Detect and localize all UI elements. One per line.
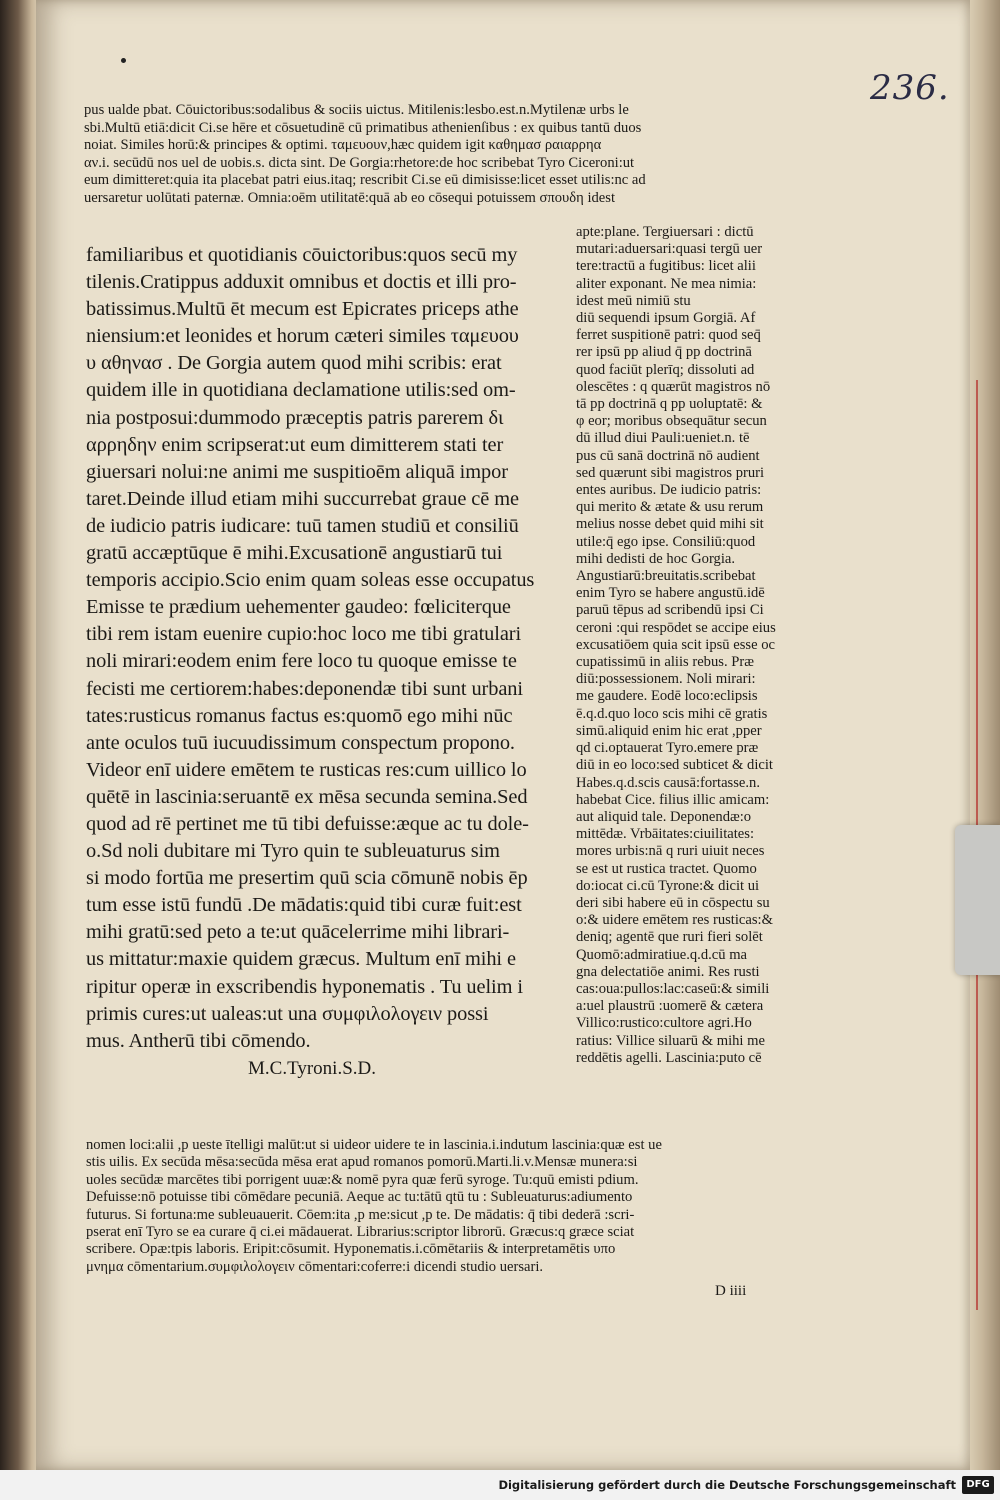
text-line: mus. Antherū tibi cōmendo. bbox=[86, 1029, 311, 1052]
commentary-line: mutari:aduersari:quasi tergū uer bbox=[576, 241, 763, 258]
page-edge bbox=[970, 0, 1000, 1470]
commentary-line: aliter exponant. Ne mea nimia: bbox=[576, 275, 757, 292]
text-line: ante oculos tuū iucuudissimum conspectum propono. bbox=[86, 731, 515, 754]
commentary-line: o:& uidere emētem res rusticas:& bbox=[576, 912, 773, 929]
commentary-line: Angustiarū:breuitatis.scribebat bbox=[576, 568, 756, 585]
commentary-line: Defuisse:nō potuisse tibi cōmēdare pecuniā. Aeque ac tu:tātū qtū tu : Subleuaturus:adiumento bbox=[86, 1189, 633, 1206]
text-line: tilenis.Cratippus adduxit omnibus et doctis et illi pro- bbox=[86, 271, 517, 294]
text-line: quētē in lascinia:seruantē ex mēsa secunda semina.Sed bbox=[86, 785, 528, 808]
commentary-line: quod faciūt plerīq; dissoluti ad bbox=[576, 361, 755, 378]
commentary-line: cupatissimū in aliis rebus. Præ bbox=[576, 654, 754, 671]
text-line: temporis accipio.Scio enim quam soleas esse occupatus bbox=[86, 569, 535, 592]
commentary-line: Villico:rustico:cultore agri.Ho bbox=[576, 1015, 752, 1032]
commentary-line: me gaudere. Eodē loco:eclipsis bbox=[576, 688, 758, 705]
text-line: familiaribus et quotidianis cōuictoribus:quos secū my bbox=[86, 244, 518, 266]
commentary-line: ceroni :qui respōdet se accipe eius bbox=[576, 619, 776, 636]
text-line: fecisti me certiorem:habes:deponendæ tibi sunt urbani bbox=[86, 677, 523, 700]
text-line: mihi gratū:sed peto a te:ut quācelerrime mihi librari- bbox=[86, 921, 510, 944]
commentary-line: nomen loci:alii ,p ueste ītelligi malūt:ut si uideor uidere te in lascinia.i.indutum lascinia:quæ est ue bbox=[86, 1137, 662, 1153]
commentary-line: diū sequendi ipsum Gorgiā. Af bbox=[576, 310, 756, 327]
text-line: tibi rem istam euenire cupio:hoc loco me tibi gratulari bbox=[86, 623, 522, 646]
commentary-line: cas:oua:pullos:lac:caseū:& simili bbox=[576, 980, 770, 997]
commentary-line: deniq; agentē que ruri fieri solēt bbox=[576, 929, 763, 946]
commentary-line: paruū tēpus ad scribendū ipsi Ci bbox=[576, 602, 764, 619]
commentary-line: pserat enī Tyro se ea curare q̄ ci.ei mādauerat. Librarius:scriptor librorū. Græcus:q græce sciat bbox=[86, 1224, 635, 1241]
commentary-line: uoles secūdæ marcētes tibi porrigent uuæ:& nomē pyra quæ ferū syroge. Tu:quū emisti pdium. bbox=[86, 1171, 639, 1188]
commentary-line: stis uilis. Ex secūda mēsa:secūda mēsa erat apud romanos pomorū.Marti.li.v.Mensæ munera:si bbox=[86, 1154, 638, 1171]
commentary-line: mittēdæ. Vrbāitates:ciuilitates: bbox=[576, 826, 754, 843]
commentary-line: tā pp doctrinā q pp uoluptatē: & bbox=[576, 396, 763, 413]
commentary-line: uersaretur uolūtati paternæ. Omnia:oēm utilitatē:quā ab eo cōsequi potuissem σπουδη idest bbox=[84, 189, 616, 206]
letter-heading: M.C.Tyroni.S.D. bbox=[248, 1058, 376, 1079]
commentary-line: reddētis agelli. Lascinia:puto cē bbox=[576, 1049, 762, 1066]
commentary-line: enim Tyro se habere angustū.idē bbox=[576, 585, 765, 602]
commentary-line: φ eor; moribus obsequātur secun bbox=[576, 413, 767, 430]
main-text bbox=[86, 242, 566, 1055]
commentary-line: pus ualde pbat. Cōuictoribus:sodalibus & sociis uictus. Mitilenis:lesbo.est.n.Mytilenæ urbs le bbox=[84, 102, 629, 118]
text-line: υ αθηνασ . De Gorgia autem quod mihi scribis: erat bbox=[86, 352, 502, 375]
text-line: nia postposui:dummodo præceptis patris parerem δι bbox=[86, 406, 504, 429]
commentary-line: idest meū nimiū stu bbox=[576, 292, 691, 309]
book-binding bbox=[0, 0, 40, 1470]
commentary-line: habebat Cice. filius illic amicam: bbox=[576, 791, 770, 808]
text-line: Emisse te prædium uehementer gaudeo: fœliciterque bbox=[86, 596, 511, 619]
text-line: taret.Deinde illud etiam mihi succurrebat graue cē me bbox=[86, 487, 519, 510]
footer-bar bbox=[0, 1470, 1000, 1500]
commentary-line: noiat. Similes horū:& principes & optimi. ταμευουν,hæc quidem igit καθημασ ραιαρρηα bbox=[84, 137, 602, 154]
dfg-logo: DFG bbox=[962, 1476, 994, 1494]
commentary-line: scribere. Opæ:tpis laboris. Eripit:cōsumit. Hyponematis.i.cōmētariis & interpretamētis υπο bbox=[86, 1241, 616, 1258]
text-line: Videor enī uidere emētem te rusticas res:cum uillico lo bbox=[86, 758, 527, 781]
commentary-line: mores urbis:nā q ruri uiuit neces bbox=[576, 843, 765, 860]
text-line: si modo fortūa me presertim quū scia cōmunē nobis ēp bbox=[86, 867, 528, 890]
commentary-line: a:uel plaustrū :uomerē & cætera bbox=[576, 998, 764, 1015]
text-line: de iudicio patris iudicare: tuū tamen studiū et consiliū bbox=[86, 514, 519, 537]
commentary-line: tere:tractū a fugitibus: licet alii bbox=[576, 258, 756, 275]
side-commentary bbox=[576, 224, 836, 1067]
commentary-line: futurus. Si fortuna:me subleuauerit. Cōem:ita ,p me:sicut ,p te. De mādatis: q̄ tibi dederā :scri- bbox=[86, 1206, 635, 1223]
commentary-line: melius nosse debet quid mihi sit bbox=[576, 516, 764, 533]
ink-dot bbox=[121, 58, 126, 63]
text-line: αρρηδην enim scripserat:ut eum dimitterem stati ter bbox=[86, 433, 504, 456]
commentary-line: diū in eo loco:sed subticet & dicit bbox=[576, 757, 773, 774]
folio-number: 236. bbox=[870, 68, 950, 108]
commentary-line: Habes.q.d.scis causā:fortasse.n. bbox=[576, 774, 760, 791]
commentary-line: diū:possessionem. Noli mirari: bbox=[576, 671, 756, 688]
signature-mark: D iiii bbox=[715, 1283, 747, 1299]
commentary-line: excusatiōem quia scit ipsū esse oc bbox=[576, 636, 775, 653]
text-line: niensium:et leonides et horum cæteri similes ταμευου bbox=[86, 325, 519, 348]
commentary-line: entes auribus. De iudicio patris: bbox=[576, 482, 762, 499]
text-line: batissimus.Multū ēt mecum est Epicrates priceps athe bbox=[86, 298, 519, 321]
commentary-line: sed quærunt sibi magistros pruri bbox=[576, 464, 765, 481]
commentary-line: se est ut rustica tractet. Quomo bbox=[576, 860, 757, 877]
top-commentary bbox=[84, 102, 844, 208]
text-line: ripitur operæ in exscribendis hyponematis . Tu uelim i bbox=[86, 975, 523, 998]
bottom-commentary bbox=[86, 1137, 846, 1276]
commentary-line: ratius: Villice siluarū & mihi me bbox=[576, 1032, 765, 1049]
commentary-line: ferret suspitionē patri: quod seq̄ bbox=[576, 327, 761, 344]
commentary-line: μνημα cōmentarium.συμφιλολογειν cōmentari:coferre:i dicendi studio uersari. bbox=[86, 1258, 544, 1275]
text-line: giuersari nolui:ne animi me suspitioēm aliquā impor bbox=[86, 460, 508, 483]
commentary-line: simū.aliquid enim hic erat ,pper bbox=[576, 722, 762, 739]
funding-credit: Digitalisierung gefördert durch die Deutsche Forschungsgemeinschaft bbox=[498, 1478, 956, 1492]
commentary-line: eum dimitteret:quia ita placebat patri eius.itaq; rescribit Ci.se eū dimisisse:licet esset utilis:nc ad bbox=[84, 172, 646, 189]
text-line: tum esse istū fundū .De mādatis:quid tibi curæ fuit:est bbox=[86, 894, 522, 917]
text-line: us mittatur:maxie quidem græcus. Multum enī mihi e bbox=[86, 948, 516, 971]
text-line: gratū accæptūque ē mihi.Excusationē angustiarū tui bbox=[86, 542, 503, 565]
commentary-line: mihi dedisti de hoc Gorgia. bbox=[576, 550, 736, 567]
text-line: o.Sd noli dubitare mi Tyro quin te subleuaturus sim bbox=[86, 840, 500, 863]
commentary-line: Quomō:admiratiue.q.d.cū ma bbox=[576, 946, 748, 963]
commentary-line: gna delectatiōe animi. Res rusti bbox=[576, 963, 760, 980]
commentary-line: sbi.Multū etiā:dicit Ci.se hēre et cōsuetudinē cū primatibus athenienſibus : ex quibus tantū duos bbox=[84, 119, 642, 136]
page-tab-marker bbox=[955, 825, 1000, 975]
text-line: tates:rusticus romanus factus es:quomō ego mihi nūc bbox=[86, 704, 513, 727]
commentary-line: aut aliquid tale. Deponendæ:o bbox=[576, 808, 752, 825]
commentary-line: pus cū sanā doctrinā nō audient bbox=[576, 447, 760, 464]
text-line: noli mirari:eodem enim fere loco tu quoque emisse te bbox=[86, 650, 517, 673]
text-line: quod ad rē pertinet me tū tibi defuisse:æque ac tu dole- bbox=[86, 812, 529, 835]
commentary-line: rer ipsū pp aliud q̄ pp doctrinā bbox=[576, 344, 752, 361]
commentary-line: do:iocat ci.cū Tyrone:& dicit ui bbox=[576, 877, 760, 894]
text-line: primis cures:ut ualeas:ut una συμφιλολογειν possi bbox=[86, 1002, 489, 1025]
commentary-line: olescētes : q quærūt magistros nō bbox=[576, 378, 771, 395]
commentary-line: qd ci.optauerat Tyro.emere præ bbox=[576, 740, 759, 757]
commentary-line: αν.i. secūdū nos uel de uobis.s. dicta sint. De Gorgia:rhetore:de hoc scribebat Tyro Ciceroni:ut bbox=[84, 154, 635, 171]
commentary-line: qui merito & ætate & usu rerum bbox=[576, 499, 764, 516]
commentary-line: utile:q̄ ego ipse. Consiliū:quod bbox=[576, 533, 756, 550]
text-line: quidem ille in quotidiana declamatione utilis:sed om- bbox=[86, 379, 516, 402]
commentary-line: dū illud diui Pauli:ueniet.n. tē bbox=[576, 430, 750, 447]
commentary-line: apte:plane. Tergiuersari : dictū bbox=[576, 224, 754, 240]
commentary-line: ē.q.d.quo loco scis mihi cē gratis bbox=[576, 705, 768, 722]
commentary-line: deri sibi habere eū in cōspectu su bbox=[576, 894, 770, 911]
